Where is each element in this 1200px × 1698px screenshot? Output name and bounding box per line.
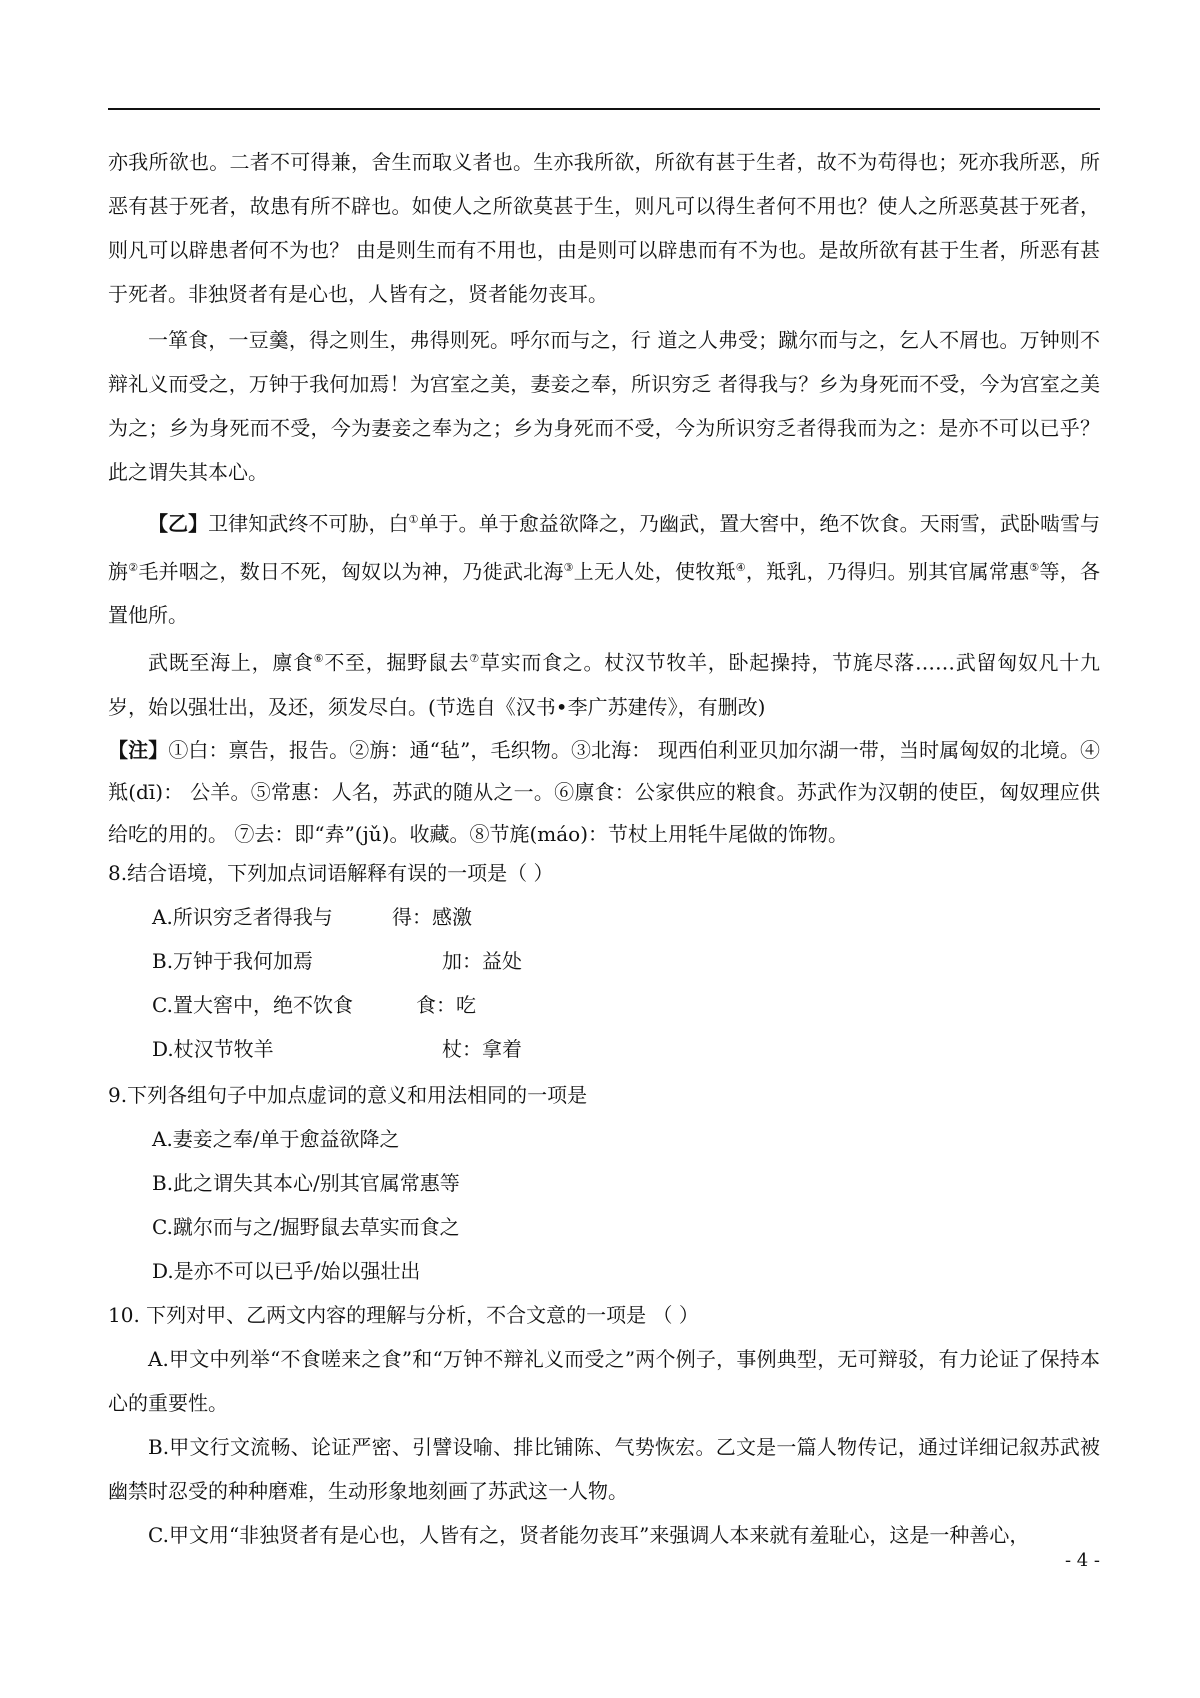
question-10-option: B.甲文行文流畅、论证严密、引譬设喻、排比铺陈、气势恢宏。乙文是一篇人物传记，通过详细记叙苏武被幽禁时忍受的种种磨难，生动形象地刻画了苏武这一人物。 [108,1434,1100,1503]
notes-text: ①白：禀告，报告。②旃：通“毡”，毛织物。③北海： 现西伯利亚贝加尔湖一带，当时属匈奴的北境。④羝(dī)： 公羊。⑤常惠：人名，苏武的随从之一。⑥廪食：公家供应的粮食。苏武作为汉朝的使臣，匈奴理应供给吃的用的。 ⑦去：即“弆”(jǔ)。收藏。⑧节旄(máo)：节杖上用牦牛尾做的饰物。 [108,737,1100,846]
document-body [108,140,1100,1557]
question-9-stem: 9.下列各组句子中加点虚词的意义和用法相同的一项是 [108,1082,588,1107]
notes-block [108,729,1100,855]
question-10-option: C.甲文用“非独贤者有是心也，人皆有之，贤者能勿丧耳”来强调人本来就有羞耻心，这是一种善心， [148,1522,1030,1547]
page-number: - 4 - [1064,1550,1100,1571]
passage-jia-paragraph-2: 一箪食，一豆羹，得之则生，弗得则死。呼尔而与之，行 道之人弗受；蹴尔而与之，乞人不屑也。万钟则不辩礼义而受之，万钟于我何加焉！为宫室之美，妻妾之奉，所识穷乏 者得我与？乡为身死而不受，今为宫室之美为之；乡为身死而不受，今为妻妾之奉为之；乡为身死而不受，今为所识穷乏者得我而为之：是亦不可以已乎？此之谓失其本心。 [108,328,1100,484]
question-8-option: B.万钟于我何加焉 加：益处 [152,948,522,973]
question-8-options [108,895,1100,1071]
question-8-option: D.杖汉节牧羊 杖：拿着 [152,1036,522,1061]
passage-yi-paragraph-1: 【乙】卫律知武终不可胁，白①单于。单于愈益欲降之，乃幽武，置大窖中，绝不饮食。天雨雪，武卧啮雪与旃②毛并咽之，数日不死，匈奴以为神，乃徙武北海③上无人处，使牧羝④，羝乳，乃得归。别其官属常惠⑤等，各置他所。 [108,511,1101,628]
question-10-options [108,1337,1100,1557]
question-9-option: D.是亦不可以已乎/始以强壮出 [152,1258,421,1283]
question-9-option: A.妻妾之奉/单于愈益欲降之 [152,1126,400,1151]
question-8-stem: 8.结合语境，下列加点词语解释有误的一项是（ ） [108,860,554,885]
passage-yi-label: 【乙】 [148,511,209,536]
question-8-option: C.置大窖中，绝不饮食 食：吃 [152,992,476,1017]
question-9-option: C.蹴尔而与之/掘野鼠去草实而食之 [152,1214,460,1239]
question-9-options [108,1117,1100,1293]
question-10-option: A.甲文中列举“不食嗟来之食”和“万钟不辩礼义而受之”两个例子，事例典型，无可辩驳，有力论证了保持本心的重要性。 [108,1346,1100,1415]
question-8-option: A.所识穷乏者得我与 得：感激 [152,904,472,929]
question-10-stem: 10. 下列对甲、乙两文内容的理解与分析，不合文意的一项是 （ ） [108,1302,699,1327]
passage-jia-paragraph-1: 亦我所欲也。二者不可得兼，舍生而取义者也。生亦我所欲，所欲有甚于生者，故不为苟得也；死亦我所恶，所恶有甚于死者，故患有所不辟也。如使人之所欲莫甚于生，则凡可以得生者何不用也？使人之所恶莫甚于死者，则凡可以辟患者何不为也？ 由是则生而有不用也，由是则可以辟患而有不为也。是故所欲有甚于生者，所恶有甚于死者。非独贤者有是心也，人皆有之，贤者能勿丧耳。 [108,150,1100,306]
passage-yi-paragraph-2: 武既至海上，廪食⑥不至，掘野鼠去⑦草实而食之。杖汉节牧羊，卧起操持，节旄尽落……武留匈奴凡十九岁，始以强壮出，及还，须发尽白。(节选自《汉书•李广苏建传》，有删改) [108,650,1100,719]
header-rule [108,108,1100,110]
question-9-option: B.此之谓失其本心/别其官属常惠等 [152,1170,460,1195]
notes-label: 【注】 [108,737,169,762]
